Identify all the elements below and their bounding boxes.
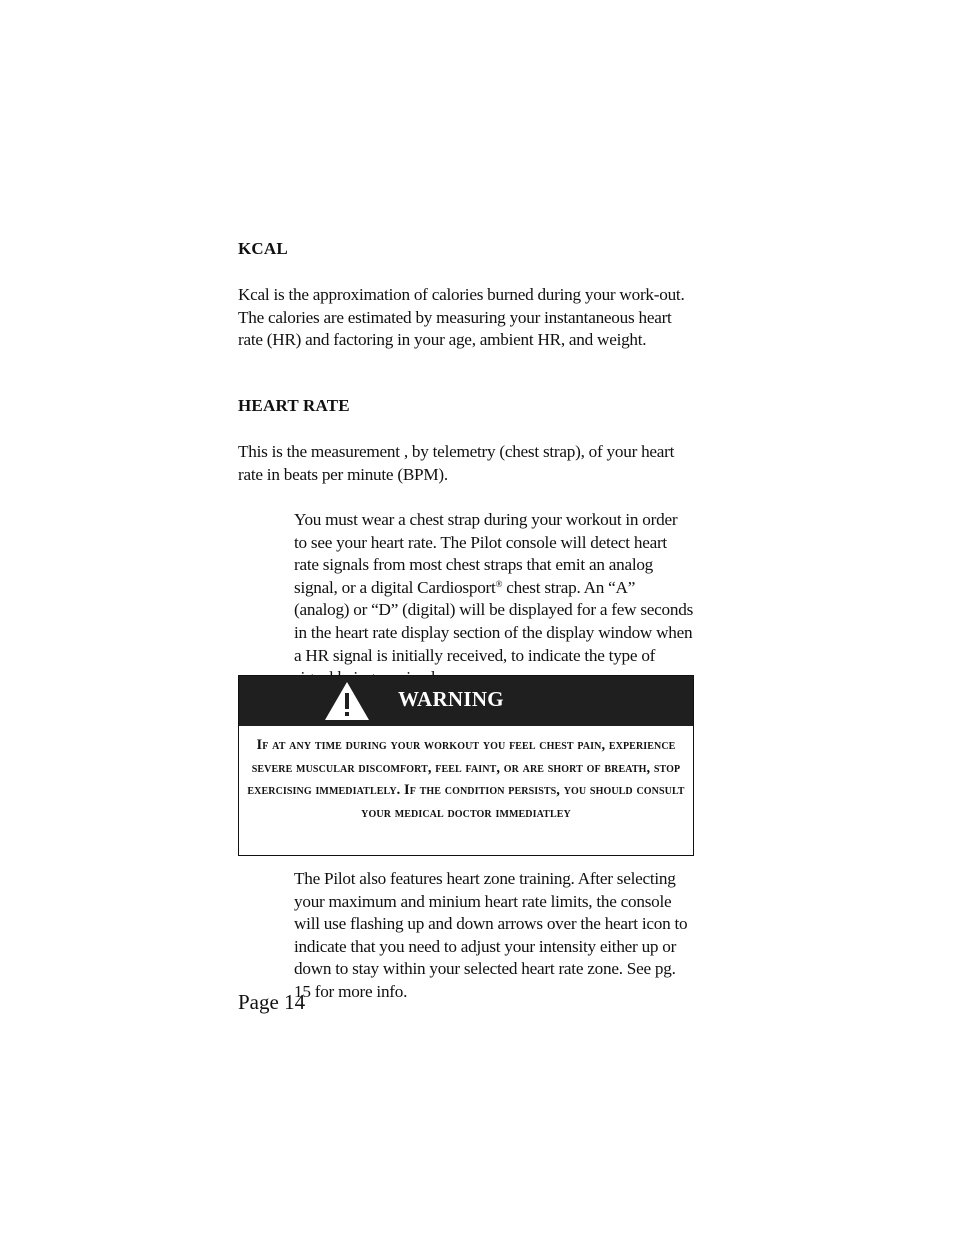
warning-box <box>238 675 694 856</box>
heart-zone-paragraph: The Pilot also features heart zone training. After selecting your maximum and minium heart rate limits, the console will use flashing up and down arrows over the heart icon to indicate that you need to adjust your intensity either up or down to stay within your selected heart rate zone. See pg. 15 for more info. <box>294 869 688 1001</box>
kcal-heading: KCAL <box>238 239 288 258</box>
warning-message: If at any time during your workout you feel chest pain, experience severe muscular discomfort, feel faint, or are short of breath, stop exercising immediatlely. If the condition persists, you should consult your medical doctor immediatley <box>247 737 685 821</box>
warning-triangle-icon <box>324 681 370 721</box>
heart-rate-heading: HEART RATE <box>238 396 350 415</box>
warning-title: WARNING <box>398 687 504 711</box>
page-number: Page 14 <box>238 990 306 1014</box>
warning-header-bar <box>239 676 693 728</box>
chest-strap-text-end: chest strap. An “A” (analog) or “D” (digital) will be displayed for a few seconds in the heart rate display section of the display window when a HR signal is initially received, to indicate the type of <box>294 577 694 665</box>
chest-strap-paragraph <box>238 509 694 690</box>
kcal-description: Kcal is the approximation of calories burned during your work-out. The calories are estimated by measuring your instantaneous heart rate (HR) and factoring in your age, ambient HR, and weight. <box>238 285 685 350</box>
heart-rate-description: This is the measurement , by telemetry (chest strap), of your heart rate in beats per minute (BPM). <box>238 442 675 484</box>
chest-strap-text-start: You must wear a chest strap during your workout in order to see your heart rate. The Pilot console will detect heart rate signals from most chest straps that emit an analog signal, or a digital Cardiosport <box>294 510 678 597</box>
registered-trademark-mark: ® <box>495 578 503 589</box>
